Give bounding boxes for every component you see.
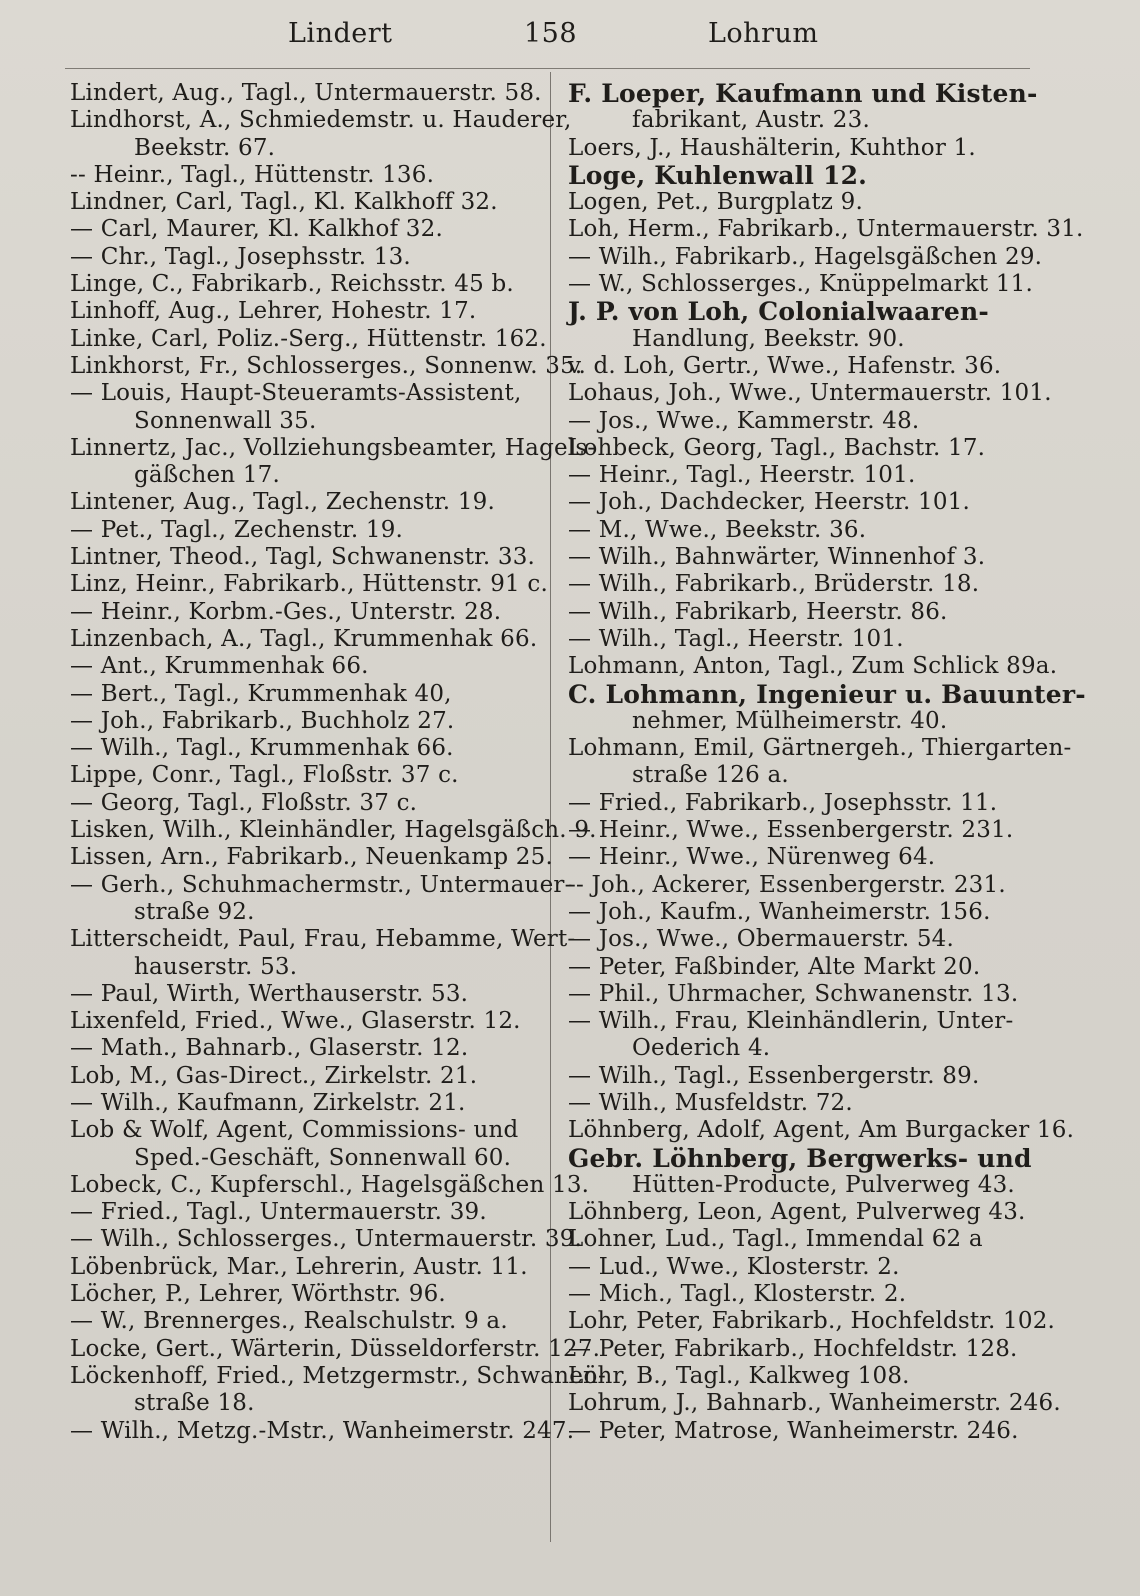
entry-line: Linzenbach, A., Tagl., Krummenhak 66.: [70, 625, 538, 652]
entry-line: Löckenhoff, Fried., Metzgermstr., Schwanen-: [70, 1362, 606, 1389]
entry-line: Litterscheidt, Paul, Frau, Hebamme, Wert-: [70, 926, 576, 953]
entry-line: — Peter, Matrose, Wanheimerstr. 246.: [568, 1417, 1019, 1444]
entry-line: — Peter, Fabrikarb., Hochfeldstr. 128.: [568, 1335, 1018, 1362]
entry-continuation: Sonnenwall 35.: [134, 407, 317, 434]
entry-line: Linge, C., Fabrikarb., Reichsstr. 45 b.: [70, 271, 514, 298]
entry-line: Lintner, Theod., Tagl, Schwanenstr. 33.: [70, 544, 536, 571]
entry-line: Lob, M., Gas-Direct., Zirkelstr. 21.: [70, 1062, 478, 1089]
entry-line: — Wilh., Fabrikarb., Hagelsgäßchen 29.: [568, 243, 1043, 270]
entry-line: Linke, Carl, Poliz.-Serg., Hüttenstr. 162.: [70, 325, 547, 352]
entry-line: Lintener, Aug., Tagl., Zechenstr. 19.: [70, 489, 495, 516]
entry-line: Lixenfeld, Fried., Wwe., Glaserstr. 12.: [70, 1008, 521, 1035]
entry-line: — Bert., Tagl., Krummenhak 40,: [70, 680, 452, 707]
entry-line: Lohmann, Emil, Gärtnergeh., Thiergarten-: [568, 735, 1072, 762]
entry-line: -- Joh., Ackerer, Essenbergerstr. 231.: [568, 871, 1006, 898]
entry-line: — Ant., Krummenhak 66.: [70, 653, 369, 680]
entry-line: — Wilh., Bahnwärter, Winnenhof 3.: [568, 544, 986, 571]
entry-line-bold: Loge, Kuhlenwall 12.: [568, 160, 868, 190]
entry-continuation: Oederich 4.: [632, 1035, 771, 1062]
entry-line-bold: Gebr. Löhnberg, Bergwerks- und: [568, 1143, 1032, 1173]
entry-continuation: Hütten-Producte, Pulverweg 43.: [632, 1171, 1015, 1198]
entry-line: Lohbeck, Georg, Tagl., Bachstr. 17.: [568, 434, 986, 461]
entry-line: — M., Wwe., Beekstr. 36.: [568, 516, 867, 543]
entry-continuation: Handlung, Beekstr. 90.: [632, 325, 905, 352]
entry-line: Linnertz, Jac., Vollziehungsbeamter, Hagels-: [70, 434, 596, 461]
entry-line: — Wilh., Schlosserges., Untermauerstr. 39.: [70, 1226, 583, 1253]
entry-line: — Fried., Fabrikarb., Josephsstr. 11.: [568, 789, 998, 816]
entry-line: Löbenbrück, Mar., Lehrerin, Austr. 11.: [70, 1253, 528, 1280]
entry-continuation: straße 92.: [134, 898, 255, 925]
entry-line: v. d. Loh, Gertr., Wwe., Hafenstr. 36.: [568, 352, 1002, 379]
entry-line: Loers, J., Haushälterin, Kuhthor 1.: [568, 134, 976, 161]
entry-continuation: straße 126 a.: [632, 762, 789, 789]
entry-line: Lohmann, Anton, Tagl., Zum Schlick 89a.: [568, 653, 1058, 680]
entry-line: Löhnberg, Leon, Agent, Pulverweg 43.: [568, 1199, 1026, 1226]
entry-line: — Heinr., Tagl., Heerstr. 101.: [568, 462, 916, 489]
entry-line: — Heinr., Wwe., Nürenweg 64.: [568, 844, 936, 871]
entry-line: Lindhorst, A., Schmiedemstr. u. Hauderer,: [70, 107, 572, 134]
entry-line: Lippe, Conr., Tagl., Floßstr. 37 c.: [70, 762, 459, 789]
entry-line: — Louis, Haupt-Steueramts-Assistent,: [70, 380, 522, 407]
entry-line: — Heinr., Korbm.-Ges., Unterstr. 28.: [70, 598, 502, 625]
entry-line: — Wilh., Frau, Kleinhändlerin, Unter-: [568, 1008, 1014, 1035]
header-rule: [65, 68, 1030, 69]
entry-line: Lindert, Aug., Tagl., Untermauerstr. 58.: [70, 80, 542, 106]
right-column: [568, 79, 1086, 1445]
entry-line: Lobeck, C., Kupferschl., Hagelsgäßchen 13.: [70, 1171, 590, 1198]
entry-line: Locke, Gert., Wärterin, Düsseldorferstr. 127.: [70, 1335, 601, 1362]
entry-line: — Jos., Wwe., Kammerstr. 48.: [568, 407, 920, 434]
entry-line: — Jos., Wwe., Obermauerstr. 54.: [568, 926, 955, 953]
entry-line: Lob & Wolf, Agent, Commissions- und: [70, 1117, 519, 1144]
entry-line: — Peter, Faßbinder, Alte Markt 20.: [568, 953, 981, 980]
entry-line: — Heinr., Wwe., Essenbergerstr. 231.: [568, 817, 1014, 844]
entry-line: — Phil., Uhrmacher, Schwanenstr. 13.: [568, 980, 1019, 1007]
entry-continuation: fabrikant, Austr. 23.: [632, 107, 870, 134]
entry-line: — Wilh., Tagl., Essenbergerstr. 89.: [568, 1062, 980, 1089]
entry-line: — W., Schlosserges., Knüppelmarkt 11.: [568, 271, 1034, 298]
entry-line: — W., Brennerges., Realschulstr. 9 a.: [70, 1308, 508, 1335]
entry-line: Lohner, Lud., Tagl., Immendal 62 a: [568, 1226, 983, 1253]
entry-continuation: straße 18.: [134, 1390, 255, 1417]
entry-line: Loh, Herm., Fabrikarb., Untermauerstr. 31.: [568, 216, 1084, 243]
entry-line: — Joh., Fabrikarb., Buchholz 27.: [70, 707, 455, 734]
entry-line: — Georg, Tagl., Floßstr. 37 c.: [70, 789, 418, 816]
entry-line-bold: F. Loeper, Kaufmann und Kisten-: [568, 79, 1038, 108]
entry-line: Lisken, Wilh., Kleinhändler, Hagelsgäßch. 9.: [70, 817, 597, 844]
entry-line: — Wilh., Fabrikarb, Heerstr. 86.: [568, 598, 948, 625]
entry-line: Linz, Heinr., Fabrikarb., Hüttenstr. 91 c.: [70, 571, 548, 598]
entry-line: — Pet., Tagl., Zechenstr. 19.: [70, 516, 404, 543]
entry-line: — Joh., Kaufm., Wanheimerstr. 156.: [568, 898, 991, 925]
entry-line: — Mich., Tagl., Klosterstr. 2.: [568, 1281, 907, 1308]
entry-line: — Wilh., Kaufmann, Zirkelstr. 21.: [70, 1089, 466, 1116]
entry-line: — Wilh., Musfeldstr. 72.: [568, 1089, 853, 1116]
entry-line: Linhoff, Aug., Lehrer, Hohestr. 17.: [70, 298, 477, 325]
entry-line: Logen, Pet., Burgplatz 9.: [568, 189, 863, 216]
header-first-entry: Lindert: [288, 18, 393, 49]
entry-line: — Math., Bahnarb., Glaserstr. 12.: [70, 1035, 469, 1062]
page-number: 158: [524, 18, 578, 49]
entry-line: Lohrum, J., Bahnarb., Wanheimerstr. 246.: [568, 1390, 1061, 1417]
left-column: [70, 80, 606, 1445]
entry-line: — Paul, Wirth, Werthauserstr. 53.: [70, 980, 469, 1007]
entry-continuation: Beekstr. 67.: [134, 134, 276, 161]
entry-line: — Fried., Tagl., Untermauerstr. 39.: [70, 1199, 487, 1226]
entry-continuation: nehmer, Mülheimerstr. 40.: [632, 707, 948, 734]
entry-line: — Joh., Dachdecker, Heerstr. 101.: [568, 489, 971, 516]
entry-line: -- Heinr., Tagl., Hüttenstr. 136.: [70, 161, 435, 188]
entry-line: Löhnberg, Adolf, Agent, Am Burgacker 16.: [568, 1117, 1075, 1144]
entry-line: — Chr., Tagl., Josephsstr. 13.: [70, 243, 411, 270]
entry-line: — Wilh., Metzg.-Mstr., Wanheimerstr. 247.: [70, 1417, 575, 1444]
entry-line: Lohaus, Joh., Wwe., Untermauerstr. 101.: [568, 380, 1052, 407]
entry-continuation: hauserstr. 53.: [134, 953, 298, 980]
entry-continuation: Sped.-Geschäft, Sonnenwall 60.: [134, 1144, 512, 1171]
header-last-entry: Lohrum: [708, 18, 819, 49]
entry-line: Löcher, P., Lehrer, Wörthstr. 96.: [70, 1281, 446, 1308]
entry-line: — Wilh., Fabrikarb., Brüderstr. 18.: [568, 571, 980, 598]
entry-line: — Gerh., Schuhmachermstr., Untermauer-: [70, 871, 573, 898]
entry-line: Linkhorst, Fr., Schlosserges., Sonnenw. 35.: [70, 352, 583, 379]
entry-line: — Wilh., Tagl., Heerstr. 101.: [568, 625, 904, 652]
entry-line: Lindner, Carl, Tagl., Kl. Kalkhoff 32.: [70, 189, 498, 216]
entry-line-bold: C. Lohmann, Ingenieur u. Bauunter-: [568, 679, 1086, 709]
entry-line: — Carl, Maurer, Kl. Kalkhof 32.: [70, 216, 443, 243]
entry-line: Löhr, B., Tagl., Kalkweg 108.: [568, 1362, 910, 1389]
entry-line: — Wilh., Tagl., Krummenhak 66.: [70, 735, 454, 762]
running-header: [0, 14, 1140, 54]
entry-line-bold: J. P. von Loh, Colonialwaaren-: [568, 297, 989, 327]
entry-continuation: gäßchen 17.: [134, 462, 281, 489]
entry-line: Lissen, Arn., Fabrikarb., Neuenkamp 25.: [70, 844, 553, 871]
entry-line: — Lud., Wwe., Klosterstr. 2.: [568, 1253, 900, 1280]
entry-line: Lohr, Peter, Fabrikarb., Hochfeldstr. 102.: [568, 1308, 1056, 1335]
column-divider: [550, 72, 551, 1542]
